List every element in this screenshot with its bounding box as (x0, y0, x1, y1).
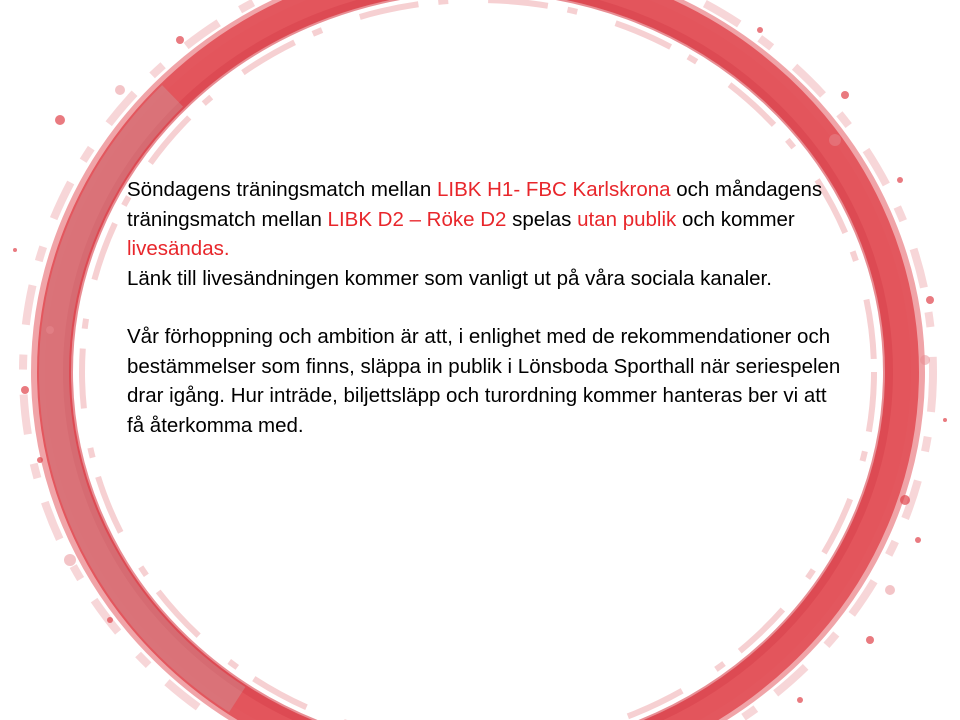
no-audience-highlight: utan publik (577, 207, 677, 231)
slide-text (127, 175, 847, 440)
match-info-paragraph: Söndagens träningsmatch mellan LIBK H1- FBC Karlskrona och måndagens träningsmatch mellan LIBK D2 – Röke D2 spelas utan publik och kommer livesändas. (127, 178, 823, 260)
livestream-link-paragraph: Länk till livesändningen kommer som vanligt ut på våra sociala kanaler. (127, 266, 772, 290)
livestream-highlight: livesändas. (127, 237, 230, 260)
match-d2-highlight: LIBK D2 – Röke D2 (327, 207, 507, 231)
match-h1-highlight: LIBK H1- FBC Karlskrona (436, 178, 671, 201)
audience-plan-paragraph: Vår förhoppning och ambition är att, i enlighet med de rekommendationer och bestämmelser som finns, släppa in publik i Lönsboda Sporthall när seriespelen drar igång. Hur inträde, biljettsläpp och turordning kommer hanteras ber vi att få återkomma med. (127, 325, 841, 437)
paragraph-spacer (127, 293, 847, 322)
